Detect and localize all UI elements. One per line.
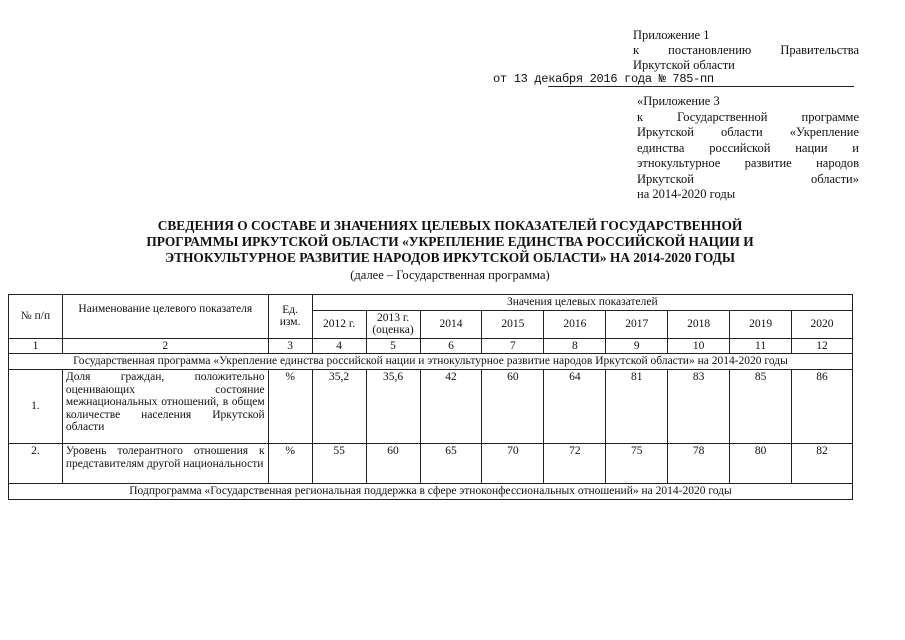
column-number: 10	[668, 338, 730, 354]
column-number: 12	[792, 338, 853, 354]
document-title	[60, 218, 840, 266]
decree-date: от 13 декабря 2016 года № 785-пп	[493, 72, 714, 86]
header-year: 2018	[668, 310, 730, 338]
column-number: 11	[730, 338, 792, 354]
column-number: 4	[312, 338, 366, 354]
indicators-table	[8, 294, 853, 500]
row-value: 55	[312, 444, 366, 484]
row-value: 64	[544, 370, 606, 444]
column-number: 6	[420, 338, 482, 354]
appendix2-line-3: Иркутской области «Укрепление	[637, 125, 859, 139]
row-value: 70	[482, 444, 544, 484]
appendix-line-3: Иркутской области	[633, 58, 735, 72]
row-value: 60	[366, 444, 420, 484]
row-value: 83	[668, 370, 730, 444]
row-value: 72	[544, 444, 606, 484]
header-num: № п/п	[9, 295, 63, 339]
header-values-group: Значения целевых показателей	[312, 295, 852, 311]
row-value: 80	[730, 444, 792, 484]
row-value: 60	[482, 370, 544, 444]
header-year: 2020	[792, 310, 853, 338]
decree-underline	[548, 86, 854, 87]
row-value: 42	[420, 370, 482, 444]
header-year: 2012 г.	[312, 310, 366, 338]
row-num: 2.	[9, 444, 63, 484]
row-name: Доля граждан, положительно оценивающих состояние межнациональных отношений, в общем количестве населения Иркутской области	[62, 370, 268, 444]
row-name: Уровень толерантного отношения к представителям другой национальности	[62, 444, 268, 484]
row-value: 82	[792, 444, 853, 484]
column-number: 5	[366, 338, 420, 354]
appendix-line-2: к постановлению Правительства	[633, 43, 859, 57]
appendix2-line-7: на 2014-2020 годы	[637, 187, 736, 201]
header-year: 2014	[420, 310, 482, 338]
row-value: 78	[668, 444, 730, 484]
appendix-line-1: Приложение 1	[633, 28, 710, 42]
row-unit: %	[268, 370, 312, 444]
program-title: Государственная программа «Укрепление единства российской нации и этнокультурное развитие народов Иркутской области» на 2014-2020 годы	[9, 354, 853, 370]
appendix2-line-2: к Государственной программе	[637, 109, 859, 124]
table-row	[9, 444, 853, 484]
appendix2-line-6: Иркутской области»	[637, 171, 859, 186]
header-year: 2013 г. (оценка)	[366, 310, 420, 338]
row-value: 75	[606, 444, 668, 484]
title-line-3: ЭТНОКУЛЬТУРНОЕ РАЗВИТИЕ НАРОДОВ ИРКУТСКОЙ ОБЛАСТИ» НА 2014-2020 ГОДЫ	[165, 250, 735, 265]
appendix2-line-1: «Приложение 3	[637, 94, 720, 108]
subprogram-title: Подпрограмма «Государственная региональная поддержка в сфере этноконфессиональных отношений» на 2014-2020 годы	[9, 484, 853, 500]
header-year: 2017	[606, 310, 668, 338]
title-line-2: ПРОГРАММЫ ИРКУТСКОЙ ОБЛАСТИ «УКРЕПЛЕНИЕ ЕДИНСТВА РОССИЙСКОЙ НАЦИИ И	[146, 234, 754, 249]
appendix2-line-4: единства российской нации и	[637, 140, 859, 155]
header-unit: Ед. изм.	[268, 295, 312, 339]
program-row	[9, 354, 853, 370]
subprogram-row	[9, 484, 853, 500]
header-year: 2015	[482, 310, 544, 338]
row-value: 86	[792, 370, 853, 444]
title-line-1: СВЕДЕНИЯ О СОСТАВЕ И ЗНАЧЕНИЯХ ЦЕЛЕВЫХ ПОКАЗАТЕЛЕЙ ГОСУДАРСТВЕННОЙ	[157, 218, 743, 233]
header-year: 2019	[730, 310, 792, 338]
column-number: 2	[62, 338, 268, 354]
row-value: 35,6	[366, 370, 420, 444]
column-number: 9	[606, 338, 668, 354]
column-number: 8	[544, 338, 606, 354]
column-number: 3	[268, 338, 312, 354]
column-number: 1	[9, 338, 63, 354]
appendix-block	[633, 28, 859, 73]
column-number-row	[9, 338, 853, 354]
header-year: 2016	[544, 310, 606, 338]
column-number: 7	[482, 338, 544, 354]
row-value: 35,2	[312, 370, 366, 444]
header-name: Наименование целевого показателя	[62, 295, 268, 339]
appendix2-line-5: этнокультурное развитие народов	[637, 156, 859, 170]
row-unit: %	[268, 444, 312, 484]
document-subtitle: (далее – Государственная программа)	[350, 268, 550, 282]
row-value: 65	[420, 444, 482, 484]
row-value: 81	[606, 370, 668, 444]
table-row	[9, 370, 853, 444]
row-value: 85	[730, 370, 792, 444]
appendix2-block	[637, 94, 859, 203]
row-num: 1.	[9, 370, 63, 444]
